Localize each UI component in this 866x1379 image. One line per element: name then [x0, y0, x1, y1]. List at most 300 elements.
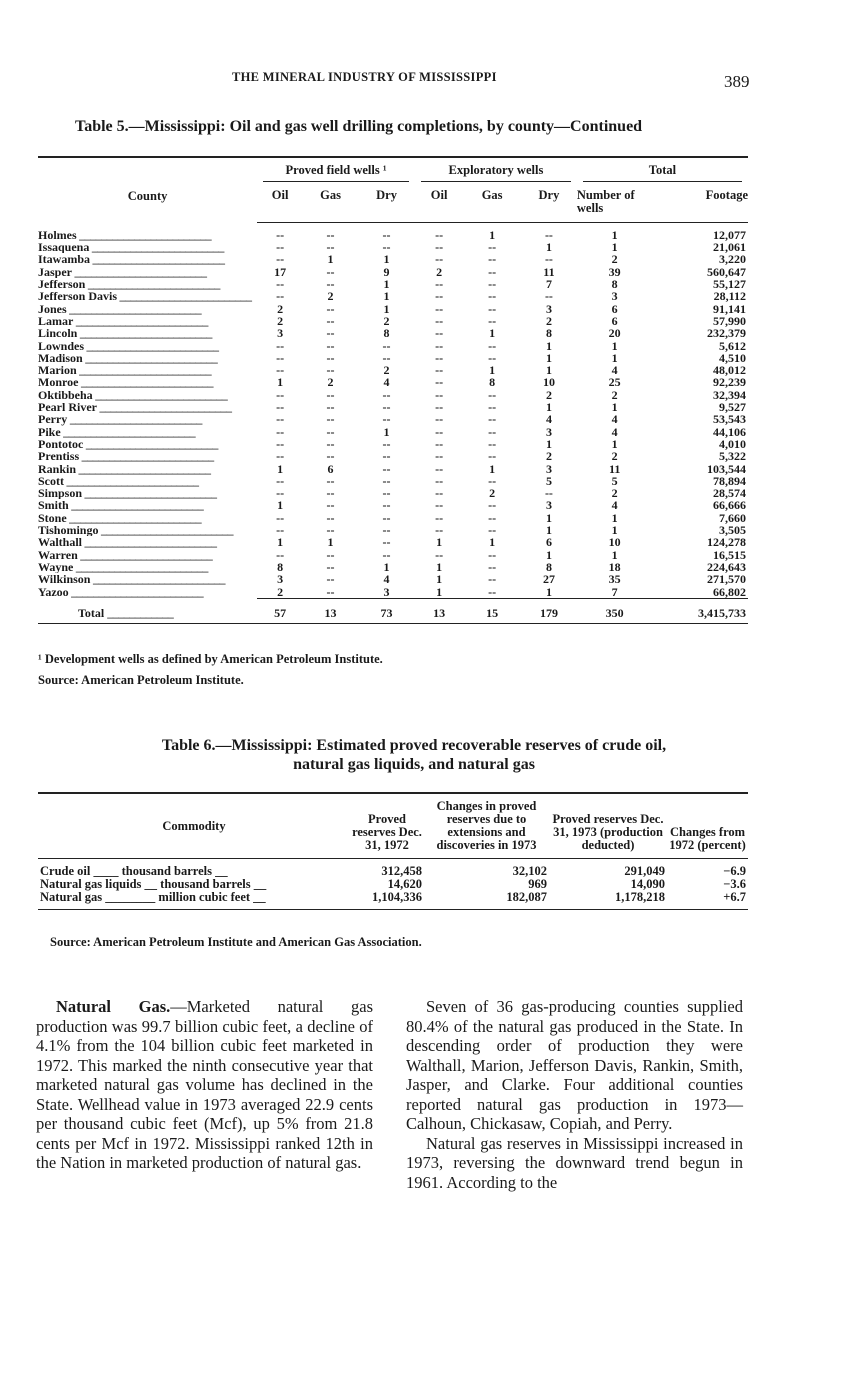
exploratory-gas-cell: --: [488, 277, 497, 292]
county-cell: [38, 450, 257, 462]
proved-gas-cell: --: [326, 424, 335, 439]
proved-gas-cell: --: [326, 510, 335, 525]
leader-dots: ________________________: [78, 376, 213, 389]
proved-dry-cell: 1: [383, 301, 390, 316]
proved-dry-cell: 4: [383, 375, 390, 390]
table-row: [38, 241, 748, 253]
proved-oil-cell: --: [276, 473, 285, 488]
proved-1973-cell: 14,090: [630, 877, 665, 891]
county-cell: [38, 290, 257, 302]
number-of-wells-cell: 5: [611, 473, 618, 488]
footage-cell: 53,543: [713, 412, 746, 427]
table-row: [38, 475, 748, 487]
proved-dry-cell: --: [382, 436, 391, 451]
table-row: [38, 352, 748, 364]
exploratory-gas-cell: --: [488, 338, 497, 353]
footage-cell: 91,141: [713, 301, 746, 316]
county-name: Marion: [38, 364, 77, 377]
exploratory-oil-cell: --: [435, 338, 444, 353]
number-of-wells-cell: 1: [611, 350, 618, 365]
paragraph-gas-reserves: Natural gas reserves in Mississippi increased in 1973, reversing the downward trend begun in 1961. According to the: [406, 1133, 743, 1192]
leader-dots: ________________________: [76, 227, 212, 242]
county-cell: [38, 253, 257, 265]
exploratory-dry-cell: 1: [545, 584, 552, 599]
proved-dry-cell: --: [382, 523, 391, 538]
footage-cell: 5,612: [719, 338, 746, 353]
exploratory-oil-cell: 1: [436, 535, 443, 550]
proved-dry-cell: 9: [383, 264, 390, 279]
col-changes-1973: Changes in proved reserves due to extensions and discoveries in 1973: [424, 793, 549, 859]
exploratory-gas-cell: --: [488, 350, 497, 365]
number-of-wells-cell: 4: [611, 498, 618, 513]
footage-cell: 57,990: [713, 313, 746, 328]
exploratory-dry-cell: 6: [545, 535, 552, 550]
proved-gas-cell: --: [326, 436, 335, 451]
exploratory-dry-cell: 8: [545, 326, 552, 341]
county-cell: [38, 303, 257, 315]
footage-cell: 32,394: [713, 387, 746, 402]
county-cell: [38, 340, 257, 352]
proved-dry-cell: --: [382, 473, 391, 488]
exploratory-oil-cell: --: [435, 375, 444, 390]
proved-oil-cell: --: [276, 400, 285, 415]
county-name: Smith: [38, 499, 69, 512]
proved-oil-cell: --: [276, 387, 285, 402]
county-cell: [38, 315, 257, 327]
proved-oil-cell: --: [276, 252, 285, 267]
commodity-cell: Natural gas ________ million cubic feet __: [38, 891, 350, 910]
proved-gas-cell: 2: [327, 289, 334, 304]
table6: [38, 792, 748, 910]
proved-dry-cell: --: [382, 498, 391, 513]
proved-dry-cell: --: [382, 449, 391, 464]
leader-dots: ________________________: [82, 351, 218, 365]
changes-1973-cell: 182,087: [424, 891, 549, 910]
proved-oil-cell: --: [276, 547, 285, 562]
exploratory-oil-cell: --: [435, 277, 444, 292]
exploratory-gas-cell: --: [488, 547, 497, 562]
proved-dry-cell: --: [382, 240, 391, 255]
proved-1972-cell: 14,620: [387, 877, 422, 891]
proved-dry-cell: --: [382, 412, 391, 427]
proved-oil-cell: --: [276, 350, 285, 365]
table-row: [38, 487, 748, 499]
table-row: [38, 438, 748, 450]
proved-gas-cell: --: [326, 559, 335, 574]
exploratory-dry-cell: 1: [545, 400, 552, 415]
proved-oil-cell: 1: [277, 535, 284, 550]
proved-oil-cell: --: [276, 523, 285, 538]
exploratory-gas-cell: --: [488, 264, 497, 279]
footage-cell: 66,802: [713, 584, 746, 599]
number-of-wells-cell: 2: [611, 449, 618, 464]
leader-dots: ________________________: [79, 450, 214, 463]
county-cell: [38, 487, 257, 499]
proved-oil-cell: 2: [277, 584, 284, 599]
exploratory-oil-cell: --: [435, 449, 444, 464]
table-row: [38, 315, 748, 327]
proved-dry-cell: --: [382, 400, 391, 415]
table-row: [38, 450, 748, 462]
county-name: Walthall: [38, 536, 83, 549]
proved-1972-cell: 312,458: [381, 864, 422, 878]
footage-cell: 103,544: [707, 461, 746, 476]
exploratory-gas-cell: --: [488, 449, 497, 464]
footage-cell: 4,510: [719, 350, 746, 365]
footage-cell: 3,220: [719, 252, 746, 267]
body-column-left: [36, 997, 373, 1173]
change-pct-cell: +6.7: [667, 891, 748, 910]
col-commodity: Commodity: [38, 793, 350, 859]
county-name: Tishomingo: [38, 524, 99, 537]
number-of-wells-cell: 2: [611, 252, 618, 267]
leader-dots: ________________________: [116, 290, 252, 303]
county-cell: [38, 401, 257, 413]
table-row: [38, 413, 748, 425]
table-row: [38, 859, 748, 879]
exploratory-dry-cell: 5: [545, 473, 552, 488]
exploratory-oil-cell: --: [435, 350, 444, 365]
proved-dry-cell: 1: [383, 559, 390, 574]
footage-cell: 3,505: [719, 523, 746, 538]
exploratory-oil-cell: --: [435, 326, 444, 341]
exploratory-dry-cell: 3: [545, 424, 552, 439]
proved-gas-cell: --: [326, 572, 335, 587]
leader-dots: ________________________: [77, 327, 212, 340]
county-name: Simpson: [38, 487, 83, 500]
proved-oil-cell: --: [276, 363, 285, 378]
proved-gas-cell: --: [326, 547, 335, 562]
exploratory-dry-cell: 1: [545, 436, 552, 451]
proved-gas-cell: 2: [327, 375, 334, 390]
proved-gas-cell: --: [326, 240, 335, 255]
county-name: Oktibbeha: [38, 388, 93, 402]
table-row: [38, 340, 748, 352]
running-head: THE MINERAL INDUSTRY OF MISSISSIPPI: [232, 70, 497, 84]
exploratory-gas-cell: 1: [489, 461, 496, 476]
proved-gas-cell: --: [326, 387, 335, 402]
exploratory-gas-cell: --: [488, 572, 497, 587]
exploratory-oil-cell: --: [435, 412, 444, 427]
proved-dry-cell: --: [382, 387, 391, 402]
footage-cell: 124,278: [707, 535, 746, 550]
leader-dots: ________________________: [60, 425, 196, 438]
table-row: [38, 266, 748, 278]
exploratory-gas-cell: --: [488, 510, 497, 525]
leader-dots: ________________________: [72, 265, 207, 279]
exploratory-gas-cell: 1: [489, 326, 496, 341]
table-row: [38, 253, 748, 265]
leader-dots: ________________________: [77, 548, 213, 561]
col-exploratory-dry: Dry: [521, 186, 577, 222]
exploratory-dry-cell: 1: [545, 240, 552, 255]
proved-oil-cell: 1: [277, 461, 284, 476]
body-column-right: [406, 997, 743, 1192]
proved-gas-cell: 6: [327, 461, 334, 476]
exploratory-dry-cell: 4: [545, 412, 552, 427]
county-name: Wilkinson: [38, 573, 91, 586]
exploratory-gas-cell: --: [488, 436, 497, 451]
proved-oil-cell: --: [276, 449, 285, 464]
county-name: Pearl River: [38, 401, 97, 414]
leader-dots: ________________________: [96, 401, 232, 414]
total-proved-dry: 73: [358, 598, 415, 623]
county-name: Jones: [38, 302, 67, 315]
exploratory-oil-cell: --: [435, 486, 444, 501]
col-footage: Footage: [652, 186, 748, 222]
proved-gas-cell: --: [326, 277, 335, 292]
county-cell: [38, 376, 257, 388]
number-of-wells-cell: 8: [611, 277, 618, 292]
table-row: [38, 573, 748, 585]
table-row: [38, 463, 748, 475]
exploratory-gas-cell: --: [488, 313, 497, 328]
proved-dry-cell: 1: [383, 277, 390, 292]
footage-cell: 28,112: [713, 289, 746, 304]
proved-oil-cell: --: [276, 412, 285, 427]
leader-dots: ________________________: [98, 524, 233, 537]
group-total: Total: [577, 157, 748, 186]
total-proved-gas: 13: [303, 598, 358, 623]
exploratory-oil-cell: --: [435, 547, 444, 562]
proved-gas-cell: --: [326, 326, 335, 341]
proved-1973-cell: 1,178,218: [549, 891, 667, 910]
county-name: Yazoo: [38, 585, 69, 599]
county-cell: [38, 266, 257, 278]
exploratory-oil-cell: 2: [436, 264, 443, 279]
exploratory-dry-cell: 3: [545, 301, 552, 316]
footage-cell: 224,643: [707, 559, 746, 574]
table-row: [38, 512, 748, 524]
exploratory-oil-cell: --: [435, 301, 444, 316]
county-cell: [38, 512, 257, 524]
change-pct-cell: −6.9: [723, 864, 746, 878]
total-proved-oil: 57: [257, 598, 303, 623]
proved-gas-cell: --: [326, 264, 335, 279]
exploratory-dry-cell: 2: [545, 449, 552, 464]
proved-oil-cell: 3: [277, 572, 284, 587]
exploratory-gas-cell: 8: [489, 375, 496, 390]
footage-cell: 7,660: [719, 510, 746, 525]
exploratory-oil-cell: --: [435, 240, 444, 255]
number-of-wells-cell: 2: [611, 486, 618, 501]
table5-footnote: ¹ Development wells as defined by American Petroleum Institute.: [38, 652, 383, 666]
exploratory-oil-cell: 1: [436, 559, 443, 574]
exploratory-dry-cell: --: [544, 289, 553, 304]
col-proved-reserves-1972: Proved reserves Dec. 31, 1972: [350, 793, 424, 859]
exploratory-oil-cell: --: [435, 363, 444, 378]
county-name: Jefferson: [38, 278, 86, 291]
proved-gas-cell: --: [326, 313, 335, 328]
exploratory-oil-cell: 1: [436, 584, 443, 599]
table-row: [38, 327, 748, 339]
proved-gas-cell: --: [326, 498, 335, 513]
table5-source: Source: American Petroleum Institute.: [38, 673, 244, 687]
exploratory-gas-cell: --: [488, 400, 497, 415]
county-cell: [38, 573, 257, 585]
leader-dots: ________________________: [67, 413, 202, 426]
county-name: Prentiss: [38, 450, 80, 463]
proved-oil-cell: 2: [277, 301, 284, 316]
proved-dry-cell: --: [382, 547, 391, 562]
exploratory-gas-cell: --: [488, 301, 497, 316]
total-number-of-wells: 350: [577, 598, 653, 623]
footage-cell: 21,061: [713, 240, 746, 255]
table5-total-row: Total ____________ 57 13 73 13 15 179 350 3,415,733: [38, 598, 748, 623]
leader-dots: ________________________: [90, 573, 225, 586]
county-cell: [38, 222, 257, 241]
proved-dry-cell: --: [382, 338, 391, 353]
exploratory-oil-cell: --: [435, 313, 444, 328]
county-cell: [38, 327, 257, 339]
table-row: [38, 389, 748, 401]
proved-oil-cell: --: [276, 227, 285, 242]
county-cell: [38, 463, 257, 475]
county-name: Madison: [38, 351, 83, 365]
table5: [38, 156, 748, 624]
county-cell: [38, 499, 257, 511]
proved-gas-cell: 1: [327, 252, 334, 267]
proved-gas-cell: --: [326, 227, 335, 242]
paragraph-natural-gas: Natural Gas.—Marketed natural gas production was 99.7 billion cubic feet, a decline of 4.1% from the 104 billion cubic feet marketed in 1972. This marked the ninth consecutive year that marketed natural gas volume has declined in the State. Wellhead value in 1973 averaged 22.9 cents per thousand cubic feet (Mcf), up 5% from 21.8 cents per Mcf in 1972. Mississippi ranked 12th in the Nation in marketed production of natural gas.: [36, 997, 374, 1172]
county-name: Jefferson Davis: [38, 290, 117, 303]
proved-dry-cell: 1: [383, 289, 390, 304]
county-name: Stone: [38, 511, 67, 525]
county-name: Wayne: [38, 560, 74, 574]
exploratory-oil-cell: --: [435, 498, 444, 513]
proved-gas-cell: --: [326, 400, 335, 415]
commodity-cell: Crude oil ____ thousand barrels __: [40, 864, 228, 878]
footage-cell: 48,012: [713, 363, 746, 378]
number-of-wells-cell: 1: [611, 338, 618, 353]
exploratory-dry-cell: 1: [545, 338, 552, 353]
table-row: [38, 278, 748, 290]
group-exploratory-wells: Exploratory wells: [415, 157, 577, 186]
table6-source: Source: American Petroleum Institute and American Gas Association.: [50, 935, 422, 949]
county-cell: [38, 549, 257, 561]
table-row: [38, 586, 748, 599]
leader-dots: ________________________: [89, 241, 224, 254]
exploratory-gas-cell: 2: [489, 486, 496, 501]
number-of-wells-cell: 6: [611, 313, 618, 328]
exploratory-gas-cell: --: [488, 498, 497, 513]
number-of-wells-cell: 1: [611, 523, 618, 538]
number-of-wells-cell: 4: [611, 424, 618, 439]
proved-oil-cell: --: [276, 338, 285, 353]
proved-oil-cell: --: [276, 424, 285, 439]
county-cell: [38, 364, 257, 376]
proved-oil-cell: 17: [274, 264, 287, 279]
proved-dry-cell: 2: [383, 363, 390, 378]
footage-cell: 560,647: [707, 264, 746, 279]
table-row: [38, 290, 748, 302]
footage-cell: 12,077: [713, 227, 746, 242]
proved-gas-cell: --: [326, 338, 335, 353]
leader-dots: ________________________: [68, 585, 204, 599]
leader-dots: ________________________: [82, 536, 217, 549]
exploratory-gas-cell: --: [488, 252, 497, 267]
table-row: [38, 499, 748, 511]
exploratory-dry-cell: 27: [542, 572, 555, 587]
col-exploratory-oil: Oil: [415, 186, 463, 222]
exploratory-dry-cell: 2: [545, 313, 552, 328]
county-cell: [38, 389, 257, 401]
proved-oil-cell: --: [276, 486, 285, 501]
number-of-wells-cell: 7: [611, 584, 618, 599]
footage-cell: 271,570: [707, 572, 746, 587]
exploratory-dry-cell: 7: [545, 277, 552, 292]
county-cell: [38, 475, 257, 487]
table-row: [38, 222, 748, 241]
proved-oil-cell: 1: [277, 498, 284, 513]
exploratory-gas-cell: 1: [489, 227, 496, 242]
exploratory-dry-cell: 2: [545, 387, 552, 402]
number-of-wells-cell: 6: [611, 301, 618, 316]
proved-gas-cell: 1: [327, 535, 334, 550]
col-change-percent: Changes from 1972 (percent): [667, 793, 748, 859]
exploratory-dry-cell: 11: [543, 264, 555, 279]
proved-oil-cell: 2: [277, 313, 284, 328]
table-row: [38, 561, 748, 573]
county-cell: [38, 536, 257, 548]
proved-oil-cell: --: [276, 277, 285, 292]
table-row: [38, 426, 748, 438]
county-name: Issaquena: [38, 241, 90, 254]
proved-1973-cell: 291,049: [624, 864, 665, 878]
proved-oil-cell: --: [276, 289, 285, 304]
county-name: Itawamba: [38, 253, 91, 266]
number-of-wells-cell: 1: [611, 400, 618, 415]
proved-gas-cell: --: [326, 301, 335, 316]
page-number: 389: [724, 72, 750, 91]
exploratory-oil-cell: --: [435, 387, 444, 402]
exploratory-gas-cell: --: [488, 523, 497, 538]
table-row: [38, 549, 748, 561]
exploratory-gas-cell: 1: [489, 535, 496, 550]
table6-title: Table 6.—Mississippi: Estimated proved recoverable reserves of crude oil, natural gas liquids, and natural gas: [161, 737, 667, 773]
exploratory-oil-cell: --: [435, 461, 444, 476]
group-proved-field-wells: Proved field wells ¹: [257, 157, 415, 186]
proved-dry-cell: 4: [383, 572, 390, 587]
leader-dots: ________________________: [66, 302, 202, 315]
county-name: Warren: [38, 548, 78, 561]
col-proved-gas: Gas: [303, 186, 358, 222]
exploratory-oil-cell: --: [435, 227, 444, 242]
leader-dots: ________________________: [92, 388, 228, 402]
number-of-wells-cell: 1: [611, 227, 618, 242]
exploratory-dry-cell: 10: [542, 375, 555, 390]
proved-gas-cell: --: [326, 486, 335, 501]
table-row: [38, 536, 748, 548]
number-of-wells-cell: 25: [608, 375, 621, 390]
paragraph-gas-counties: Seven of 36 gas-producing counties supplied 80.4% of the natural gas produced in the State. In descending order of production they were Walthall, Marion, Jefferson Davis, Rankin, Smith, Jasper, and Clarke. Four additional counties reported natural gas production in 1973—Calhoun, Chickasaw, Copiah, and Perry.: [406, 997, 743, 1133]
table5-title: Table 5.—Mississippi: Oil and gas well drilling completions, by county—Continued: [75, 118, 643, 135]
col-number-of-wells: Number of wells: [577, 186, 653, 222]
proved-gas-cell: --: [326, 350, 335, 365]
leader-dots: ________________________: [68, 499, 204, 512]
leader-dots: ________________________: [73, 560, 208, 574]
exploratory-dry-cell: 1: [545, 363, 552, 378]
exploratory-oil-cell: --: [435, 473, 444, 488]
number-of-wells-cell: 1: [611, 547, 618, 562]
leader-dots: ________________________: [85, 278, 220, 291]
exploratory-gas-cell: 1: [489, 363, 496, 378]
table-row: [38, 401, 748, 413]
table-row: [38, 364, 748, 376]
changes-1973-cell: 32,102: [512, 864, 547, 878]
proved-oil-cell: 8: [277, 559, 284, 574]
proved-dry-cell: --: [382, 535, 391, 550]
